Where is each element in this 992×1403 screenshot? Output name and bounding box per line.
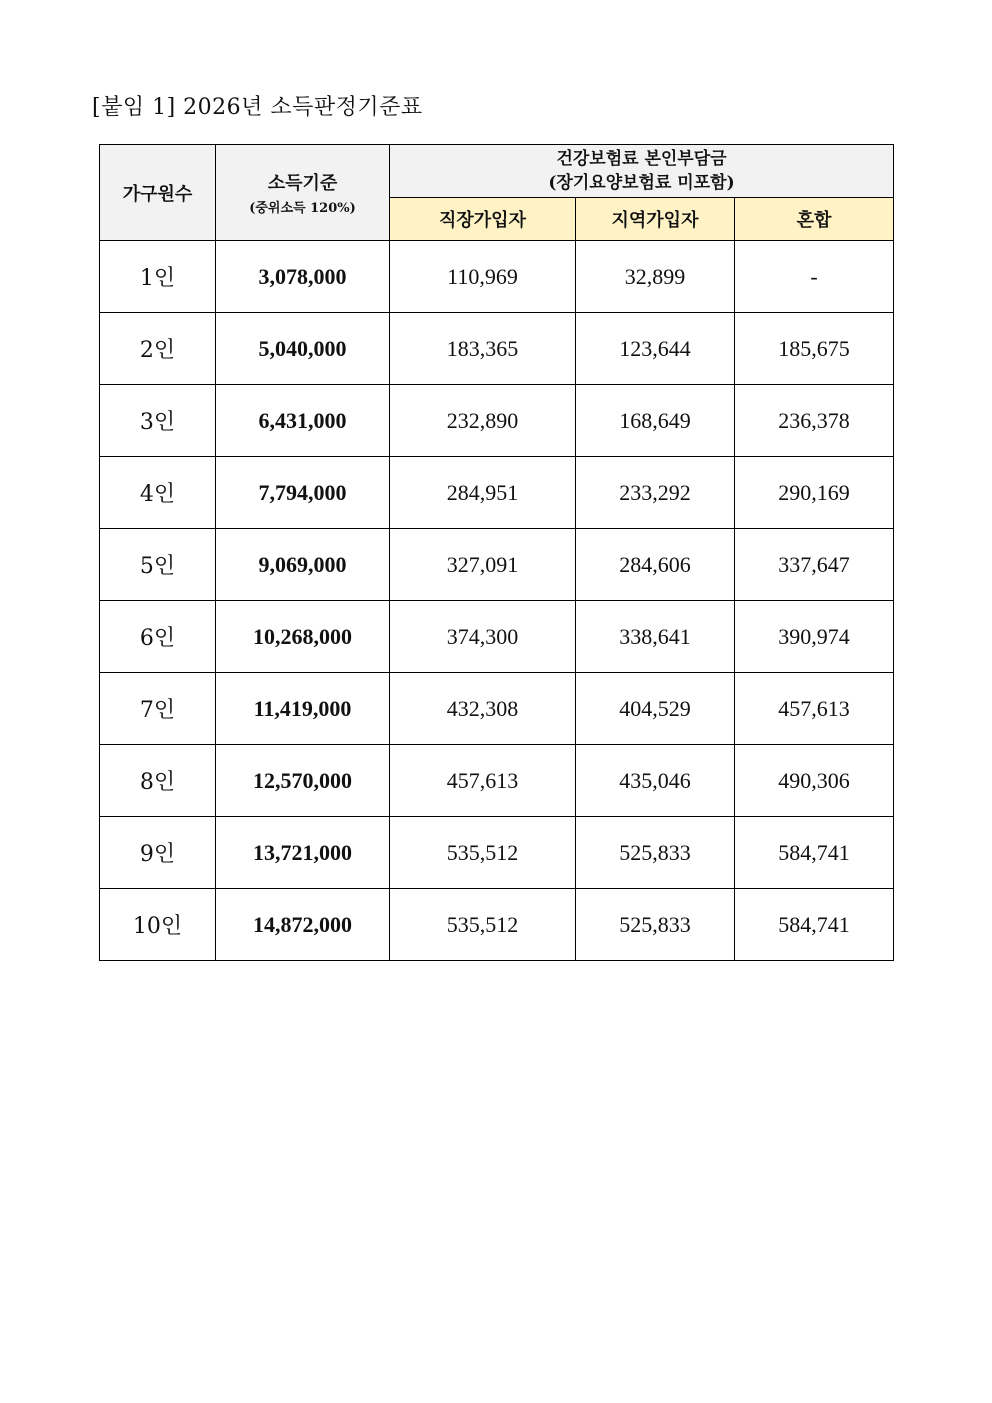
cell-income: 9,069,000 xyxy=(216,529,390,601)
cell-employee: 327,091 xyxy=(390,529,576,601)
header-income-label: 소득기준 xyxy=(267,173,338,194)
cell-income: 12,570,000 xyxy=(216,745,390,817)
header-row xyxy=(100,145,894,198)
cell-household: 1인 xyxy=(100,241,216,313)
cell-household: 10인 xyxy=(100,889,216,961)
table-row xyxy=(100,673,894,745)
cell-household: 6인 xyxy=(100,601,216,673)
table-row xyxy=(100,601,894,673)
cell-employee: 535,512 xyxy=(390,817,576,889)
cell-income: 7,794,000 xyxy=(216,457,390,529)
cell-income: 5,040,000 xyxy=(216,313,390,385)
header-premium-note: (장기요양보험료 미포함) xyxy=(548,173,735,193)
income-criteria-table xyxy=(99,144,894,961)
header-regional: 지역가입자 xyxy=(576,198,735,241)
cell-mixed: 337,647 xyxy=(735,529,894,601)
cell-regional: 525,833 xyxy=(576,889,735,961)
cell-income: 14,872,000 xyxy=(216,889,390,961)
table-row xyxy=(100,745,894,817)
header-household xyxy=(100,145,216,241)
cell-household: 8인 xyxy=(100,745,216,817)
cell-employee: 374,300 xyxy=(390,601,576,673)
cell-regional: 338,641 xyxy=(576,601,735,673)
cell-employee: 535,512 xyxy=(390,889,576,961)
header-income-note: (중위소득 120%) xyxy=(249,201,356,216)
document-title: [붙임 1] 2026년 소득판정기준표 xyxy=(92,95,423,120)
cell-mixed: 457,613 xyxy=(735,673,894,745)
cell-regional: 284,606 xyxy=(576,529,735,601)
cell-income: 11,419,000 xyxy=(216,673,390,745)
cell-mixed: 584,741 xyxy=(735,889,894,961)
table-row xyxy=(100,889,894,961)
cell-regional: 32,899 xyxy=(576,241,735,313)
cell-income: 6,431,000 xyxy=(216,385,390,457)
header-employee: 직장가입자 xyxy=(390,198,576,241)
cell-household: 7인 xyxy=(100,673,216,745)
cell-household: 2인 xyxy=(100,313,216,385)
header-mixed: 혼합 xyxy=(735,198,894,241)
cell-regional: 123,644 xyxy=(576,313,735,385)
header-income xyxy=(216,145,390,241)
cell-household: 9인 xyxy=(100,817,216,889)
cell-household: 3인 xyxy=(100,385,216,457)
cell-mixed: 290,169 xyxy=(735,457,894,529)
cell-regional: 404,529 xyxy=(576,673,735,745)
cell-employee: 232,890 xyxy=(390,385,576,457)
cell-regional: 168,649 xyxy=(576,385,735,457)
table-row xyxy=(100,817,894,889)
cell-mixed: 584,741 xyxy=(735,817,894,889)
cell-mixed: 490,306 xyxy=(735,745,894,817)
cell-employee: 432,308 xyxy=(390,673,576,745)
cell-employee: 110,969 xyxy=(390,241,576,313)
cell-income: 10,268,000 xyxy=(216,601,390,673)
cell-income: 3,078,000 xyxy=(216,241,390,313)
header-premium-group xyxy=(390,145,894,198)
cell-mixed: 390,974 xyxy=(735,601,894,673)
header-premium-title: 건강보험료 본인부담금 xyxy=(556,149,727,169)
cell-employee: 183,365 xyxy=(390,313,576,385)
cell-regional: 435,046 xyxy=(576,745,735,817)
table-row xyxy=(100,241,894,313)
cell-employee: 457,613 xyxy=(390,745,576,817)
cell-mixed: - xyxy=(735,241,894,313)
table-row xyxy=(100,457,894,529)
cell-regional: 525,833 xyxy=(576,817,735,889)
table-row xyxy=(100,529,894,601)
cell-household: 4인 xyxy=(100,457,216,529)
cell-regional: 233,292 xyxy=(576,457,735,529)
table-row xyxy=(100,385,894,457)
table-row xyxy=(100,313,894,385)
cell-mixed: 185,675 xyxy=(735,313,894,385)
cell-employee: 284,951 xyxy=(390,457,576,529)
cell-income: 13,721,000 xyxy=(216,817,390,889)
cell-household: 5인 xyxy=(100,529,216,601)
header-household-label: 가구원수 xyxy=(122,183,193,205)
cell-mixed: 236,378 xyxy=(735,385,894,457)
